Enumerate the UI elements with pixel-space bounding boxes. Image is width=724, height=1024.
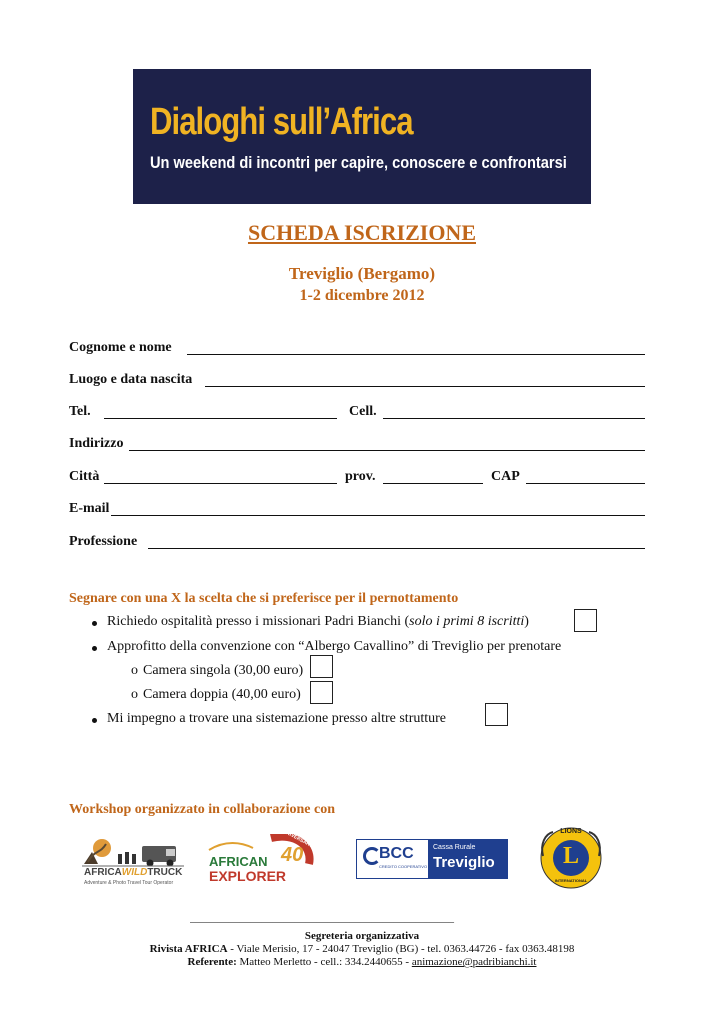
awt-tagline: Adventure & Photo Travel Tour Operator (84, 880, 174, 886)
banner-title: Dialoghi sull’Africa (150, 101, 413, 143)
lions-international-logo (539, 826, 603, 890)
birth-label: Luogo e data nascita (69, 372, 193, 387)
bcc-town: Treviglio (433, 854, 495, 871)
lions-bottom: INTERNATIONAL (554, 878, 588, 883)
african-explorer-logo (205, 826, 317, 888)
lions-letter: L (562, 843, 579, 869)
lodging-instruction: Segnare con una X la scelta che si preferisce per il pernottamento (69, 591, 459, 606)
contact-email-link[interactable]: animazione@padribianchi.it (411, 956, 537, 968)
cap-field[interactable] (526, 483, 645, 484)
bullet-icon (92, 646, 97, 651)
bcc-small: Cassa Rurale (433, 844, 476, 851)
event-location: Treviglio (Bergamo) (288, 264, 436, 283)
missionaries-checkbox[interactable] (574, 609, 597, 632)
header-banner (133, 69, 591, 204)
city-label: Città (69, 469, 100, 484)
bcc-sub: CREDITO COOPERATIVO (379, 864, 428, 869)
lions-top: LIONS (560, 828, 582, 835)
awt-word-wild: WILD (121, 867, 148, 878)
bullet-icon (92, 621, 97, 626)
africa-wild-truck-logo (78, 832, 190, 888)
footer-rule: ________________________________________________ (190, 912, 454, 924)
page-title: SCHEDA ISCRIZIONE (247, 220, 476, 245)
double-room-label: Camera doppia (40,00 euro) (143, 687, 301, 702)
other-lodging-checkbox[interactable] (485, 703, 508, 726)
lodging-option-other: Mi impegno a trovare una sistemazione presso altre strutture (107, 711, 447, 726)
ae-explorer: EXPLORER (209, 868, 287, 884)
cell-label: Cell. (349, 404, 377, 419)
single-room-label: Camera singola (30,00 euro) (143, 663, 304, 678)
awt-word-truck: TRUCK (147, 867, 183, 878)
footer-title: Segreteria organizzativa (304, 930, 420, 942)
cap-label: CAP (491, 469, 520, 484)
cell-field[interactable] (383, 418, 645, 419)
email-label: E-mail (69, 501, 110, 516)
prov-field[interactable] (383, 483, 483, 484)
email-field[interactable] (111, 515, 645, 516)
profession-label: Professione (69, 534, 138, 549)
tel-label: Tel. (69, 404, 91, 419)
single-room-marker: o (131, 663, 138, 678)
banner-subtitle: Un weekend di incontri per capire, conoscere e confrontarsi (150, 153, 567, 172)
city-field[interactable] (104, 483, 337, 484)
address-label: Indirizzo (69, 436, 124, 451)
address-field[interactable] (129, 450, 645, 451)
name-label: Cognome e nome (69, 340, 172, 355)
footer-line1: Rivista AFRICA - Viale Merisio, 17 - 24047 Treviglio (BG) - tel. 0363.44726 - fax 0363.48198 (149, 943, 575, 955)
double-room-marker: o (131, 687, 138, 702)
option-note: solo i primi 8 iscritti (409, 614, 525, 629)
lodging-option-hotel: Approfitto della convenzione con “Albergo Cavallino” di Treviglio per prenotare (107, 639, 562, 654)
tel-field[interactable] (104, 418, 337, 419)
ae-number: 40 (281, 844, 304, 866)
footer-line2: Referente: Matteo Merletto - cell.: 334.2440655 - animazione@padribianchi.it (187, 956, 537, 968)
single-room-checkbox[interactable] (310, 655, 333, 678)
ae-anniversary: ANNIVERSARY (278, 826, 314, 850)
ae-african: AFRICAN (209, 854, 268, 869)
prov-label: prov. (345, 469, 376, 484)
event-dates: 1-2 dicembre 2012 (299, 287, 425, 304)
awt-word-africa: AFRICA (84, 867, 122, 878)
birth-field[interactable] (205, 386, 645, 387)
lodging-option-missionaries: Richiedo ospitalità presso i missionari Padri Bianchi (solo i primi 8 iscritti) (107, 614, 529, 629)
bullet-icon (92, 718, 97, 723)
footer (0, 930, 724, 969)
profession-field[interactable] (148, 548, 645, 549)
double-room-checkbox[interactable] (310, 681, 333, 704)
bcc-treviglio-logo (356, 839, 508, 879)
name-field[interactable] (187, 354, 645, 355)
workshop-heading: Workshop organizzato in collaborazione con (69, 802, 335, 817)
bcc-main: BCC (379, 845, 414, 862)
